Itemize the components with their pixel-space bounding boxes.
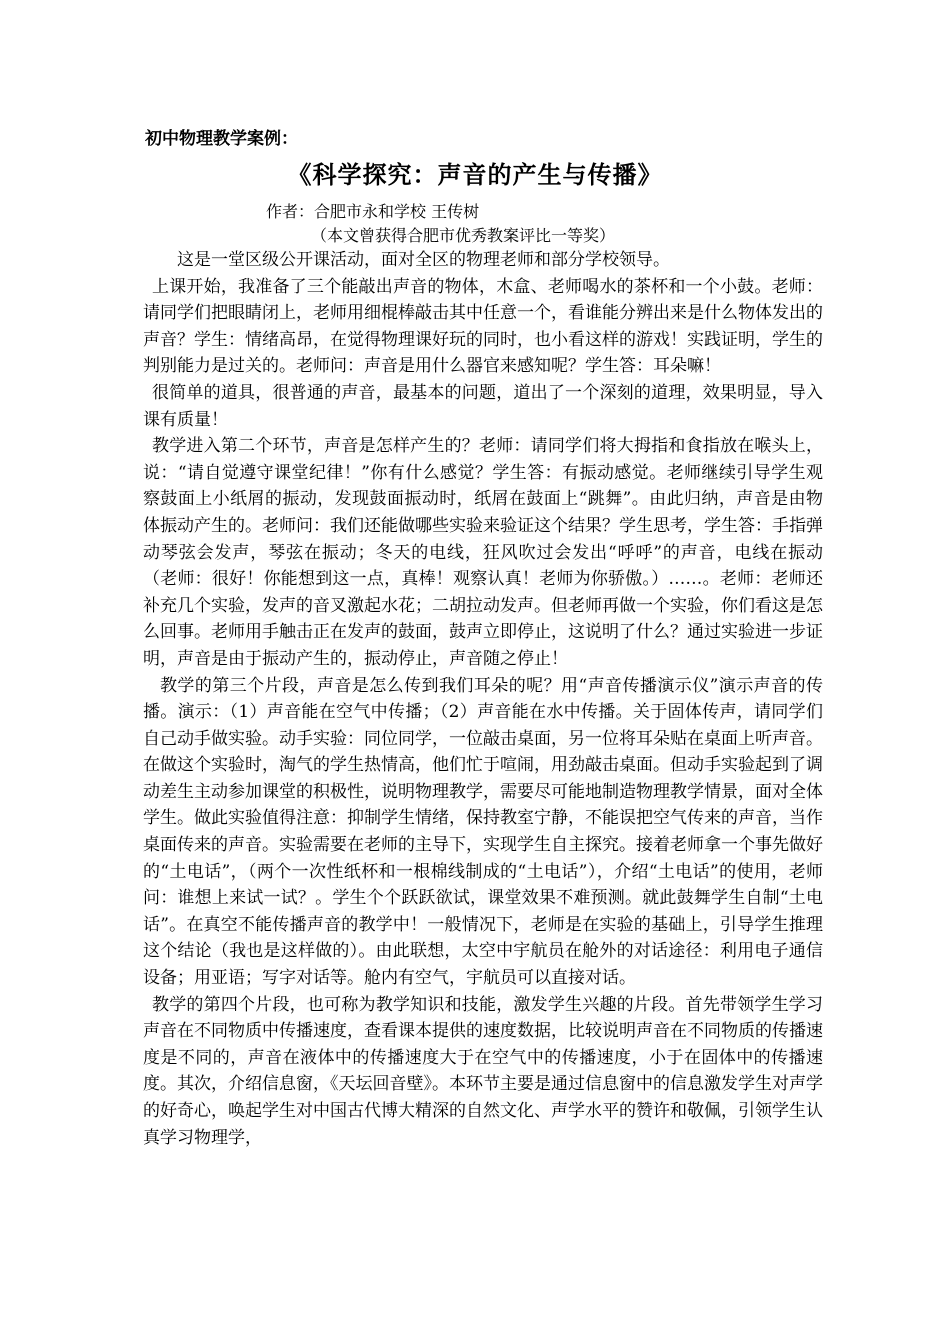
award-note: （本文曾获得合肥市优秀教案评比一等奖） — [311, 226, 616, 245]
paragraph-intro: 这是一堂区级公开课活动，面对全区的物理老师和部分学校领导。 — [177, 250, 670, 270]
document-body — [143, 247, 823, 1151]
document-title: 《科学探究：声音的产生与传播》 — [287, 160, 663, 189]
paragraph-fourth-section: 教学的第四个片段，也可称为教学知识和技能，激发学生兴趣的片段。首先带领学生学习声音在不同物质中传播速度，查看课本提供的速度数据，比较说明声音在不同物质的传播速度是不同的，声音在液体中的传播速度大于在空气中的传播速度，小于在固体中的传播速度。其次，介绍信息窗，《天坛回音壁》。本环节主要是通过信息窗中的信息激发学生对声学的好奇心，唤起学生对中国古代博大精深的自然文化、声学水平的赞许和敬佩，引领学生认真学习物理学， — [143, 994, 823, 1148]
author-line: 作者：合肥市永和学校 王传树 — [266, 202, 480, 221]
category-label: 初中物理教学案例： — [145, 129, 298, 149]
paragraph-second-section: 教学进入第二个环节，声音是怎样产生的？老师：请同学们将大拇指和食指放在喉头上，说：“请自觉遵守课堂纪律！”你有什么感觉？学生答：有振动感觉。老师继续引导学生观察鼓面上小纸屑的振动，发现鼓面振动时，纸屑在鼓面上“跳舞”。由此归纳，声音是由物体振动产生的。老师问：我们还能做哪些实验来验证这个结果？学生思考，学生答：手指弹动琴弦会发声，琴弦在振动；冬天的电线，狂风吹过会发出“呼呼”的声音，电线在振动（老师：很好！你能想到这一点，真棒！观察认真！老师为你骄傲。）……。老师：老师还补充几个实验，发声的音叉激起水花；二胡拉动发声。但老师再做一个实验，你们看这是怎么回事。老师用手触击正在发声的鼓面，鼓声立即停止，这说明了什么？通过实验进一步证明，声音是由于振动产生的，振动停止，声音随之停止！ — [143, 436, 823, 669]
paragraph-comment: 很简单的道具，很普通的声音，最基本的问题，道出了一个深刻的道理，效果明显，导入课有质量！ — [143, 382, 823, 430]
paragraph-third-section: 教学的第三个片段，声音是怎么传到我们耳朵的呢？用“声音传播演示仪”演示声音的传播。演示：（1）声音能在空气中传播；（2）声音能在水中传播。关于固体传声，请同学们自己动手做实验。动手实验：同位同学，一位敲击桌面，另一位将耳朵贴在桌面上听声音。在做这个实验时，淘气的学生热情高，他们忙于喧闹，用劲敲击桌面。但动手实验起到了调动差生主动参加课堂的积极性，说明物理教学，需要尽可能地制造物理教学情景，面对全体学生。做此实验值得注意：抑制学生情绪，保持教室宁静，不能误把空气传来的声音，当作桌面传来的声音。实验需要在老师的主导下，实现学生自主探究。接着老师拿一个事先做好的“土电话”，（两个一次性纸杯和一根棉线制成的“土电话”），介绍“土电话”的使用，老师问：谁想上来试一试？。学生个个跃跃欲试，课堂效果不难预测。就此鼓舞学生自制“土电话”。在真空不能传播声音的教学中！一般情况下，老师是在实验的基础上，引导学生推理这个结论（我也是这样做的）。由此联想，太空中宇航员在舱外的对话途径：利用电子通信设备；用亚语；写字对话等。舱内有空气，宇航员可以直接对话。 — [143, 675, 823, 989]
paragraph-opening: 上课开始，我准备了三个能敲出声音的物体，木盒、老师喝水的茶杯和一个小鼓。老师：请同学们把眼睛闭上，老师用细棍棒敲击其中任意一个，看谁能分辨出来是什么物体发出的声音？学生：情绪高昂，在觉得物理课好玩的同时，也小看这样的游戏！实践证明，学生的判别能力是过关的。老师问：声音是用什么器官来感知呢？学生答：耳朵嘛！ — [143, 276, 823, 377]
